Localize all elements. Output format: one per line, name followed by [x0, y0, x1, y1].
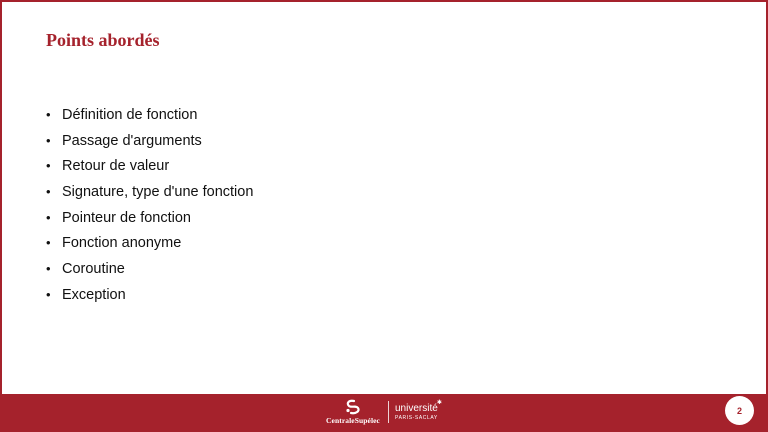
bullet-symbol: • — [46, 106, 51, 122]
list-item-text: Coroutine — [62, 260, 125, 277]
list-item — [46, 102, 253, 128]
list-item-text: Fonction anonyme — [62, 235, 182, 252]
page-number-badge: 2 — [725, 396, 754, 425]
bullet-symbol: • — [46, 209, 51, 225]
footer-bar — [2, 394, 766, 430]
bullet-symbol: • — [46, 158, 51, 174]
universite-paris-saclay-logo — [395, 399, 442, 421]
bullet-symbol: • — [46, 132, 51, 148]
bullet-symbol: • — [46, 286, 51, 302]
centralesupelec-logo-text: CentraleSupélec — [326, 416, 380, 425]
universite-logo-text: université — [395, 402, 438, 414]
slide-title: Points abordés — [46, 30, 160, 50]
list-item-text: Pointeur de fonction — [62, 209, 191, 226]
list-item-text: Exception — [62, 286, 126, 303]
list-item — [46, 205, 253, 231]
list-item — [46, 128, 253, 154]
star-icon: ✱ — [436, 399, 442, 406]
logo-divider — [388, 401, 389, 423]
list-item — [46, 256, 253, 282]
list-item — [46, 179, 253, 205]
list-item-text: Définition de fonction — [62, 106, 198, 123]
bullet-symbol: • — [46, 235, 51, 251]
centralesupelec-logo — [326, 399, 380, 425]
bullet-symbol: • — [46, 260, 51, 276]
list-item-text: Passage d'arguments — [62, 132, 202, 149]
list-item-text: Signature, type d'une fonction — [62, 183, 254, 200]
list-item — [46, 153, 253, 179]
centralesupelec-symbol-icon — [343, 399, 363, 415]
bullet-list — [46, 102, 253, 308]
paris-saclay-logo-text: PARIS-SACLAY — [395, 414, 438, 421]
list-item — [46, 282, 253, 308]
list-item-text: Retour de valeur — [62, 158, 170, 175]
bullet-symbol: • — [46, 183, 51, 199]
list-item — [46, 230, 253, 256]
footer-logo — [326, 396, 442, 428]
